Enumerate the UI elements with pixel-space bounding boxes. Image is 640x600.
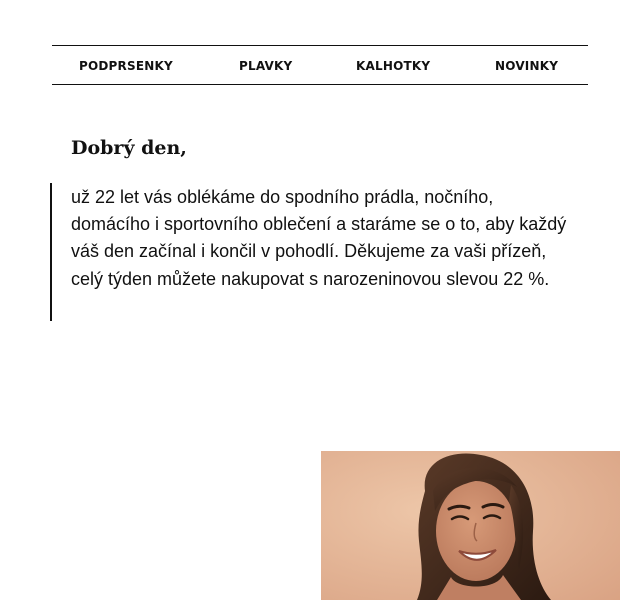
main-navigation — [52, 45, 588, 85]
nav-item-podprsenky[interactable]: PODPRSENKY — [79, 59, 173, 73]
promo-photo[interactable] — [321, 451, 620, 600]
intro-text: už 22 let vás oblékáme do spodního prádla, nočního, domácího i sportovního oblečení a staráme se o to, aby každý váš den začínal i končil v pohodlí. Děkujeme za vaši přízeň, celý týden můžete nakupovat s narozeninovou slevou 22 %. — [71, 187, 567, 289]
greeting-heading: Dobrý den, — [71, 137, 187, 159]
quote-bar — [50, 183, 52, 321]
nav-item-plavky[interactable]: PLAVKY — [239, 59, 293, 73]
model-portrait-image — [321, 451, 620, 600]
nav-item-kalhotky[interactable]: KALHOTKY — [356, 59, 431, 73]
promo-heading-partial — [146, 584, 256, 600]
nav-item-novinky[interactable]: NOVINKY — [495, 59, 559, 73]
